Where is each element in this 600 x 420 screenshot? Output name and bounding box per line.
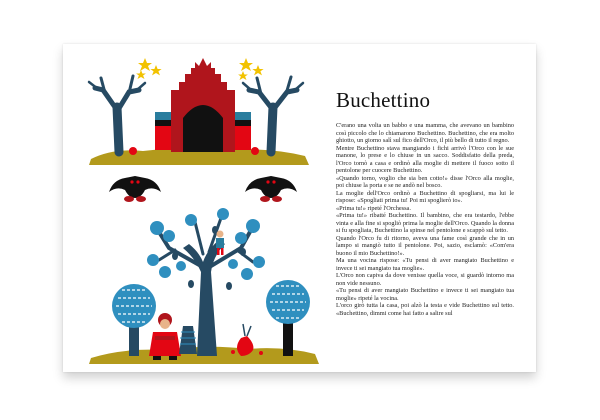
story-paragraph: L'Orco non capiva da dove venisse quella voce, si guardò intorno ma non vide nessuno. (336, 272, 514, 287)
left-bare-tree (89, 76, 145, 152)
fig-tree-scene (89, 208, 319, 364)
right-round-tree (266, 280, 310, 356)
story-title: Buchettino (336, 88, 431, 112)
story-paragraph: «Quando torno, voglio che sia ben cotto!» disse l'Orco alla moglie, poi chiuse la porta e se ne andò nel bosco. (336, 174, 514, 189)
story-paragraph: Mentre Buchettino stava mangiando i fichi arrivò l'Orco con le sue manone, lo prese e lo chiuse in un sacco. Soddisfatto della preda, l'Orco tornò a casa e ordinò alla moglie di mettere il fuoco sotto il pentolone per cuocere Buchettino. (336, 144, 514, 174)
story-paragraph: «Prima tu!» ripeté l'Orchessa. (336, 204, 411, 212)
left-bat (109, 176, 161, 202)
story-paragraph: L'orco girò tutta la casa, poi alzò la testa e vide Buchettino sul tetto. «Buchettino, dimmi come hai fatto a salire sul (336, 302, 514, 317)
ogre-house-scene (89, 58, 309, 165)
ogre-character (149, 313, 181, 360)
red-onion (237, 324, 253, 356)
story-paragraph: «Prima tu!» ribatté Buchettino. Il bambino, che era testardo, l'ebbe vinta e alla fine si spogliò prima la moglie dell'Orco. Quando la donna si fu spogliata, Buchettino la spinse nel pentolone e scappò sul tetto. (336, 212, 514, 234)
buchettino-character (216, 231, 224, 256)
story-paragraph: La moglie dell'Orco ordinò a Buchettino di spogliarsi, ma lui le rispose: «Spogliati prima tu! Poi mi spoglierò io». (336, 189, 514, 204)
right-bare-tree (243, 77, 303, 152)
book-page (63, 44, 536, 372)
right-bat (245, 176, 297, 202)
story-paragraph: C'erano una volta un babbo e una mamma, che avevano un bambino così piccolo che lo chiamarono Buchettino. Buchettino, che era molto ghiotto, un giorno salì sul fico dell'Orco, il più bello di tutto il regno. (336, 122, 514, 144)
left-round-tree (112, 284, 156, 356)
story-paragraph: Quando l'Orco fu di ritorno, aveva una fame così grande che in un lampo si mangiò tutto il pentolone. Poi, sazio, esclamò: «Com'era buono il mio Buchettino!». (336, 234, 514, 257)
castle-door (183, 105, 223, 152)
story-illustration (83, 52, 333, 370)
story-body (336, 122, 514, 362)
story-paragraph: Ma una vocina rispose: «Tu pensi di aver mangiato Buchettino e invece ti sei mangiato tua moglie». (336, 257, 514, 272)
story-paragraph: «Tu pensi di aver mangiato Buchettino e invece ti sei mangiato tua moglie» ripeté la vocina. (336, 287, 514, 302)
sack-icon (179, 326, 197, 354)
